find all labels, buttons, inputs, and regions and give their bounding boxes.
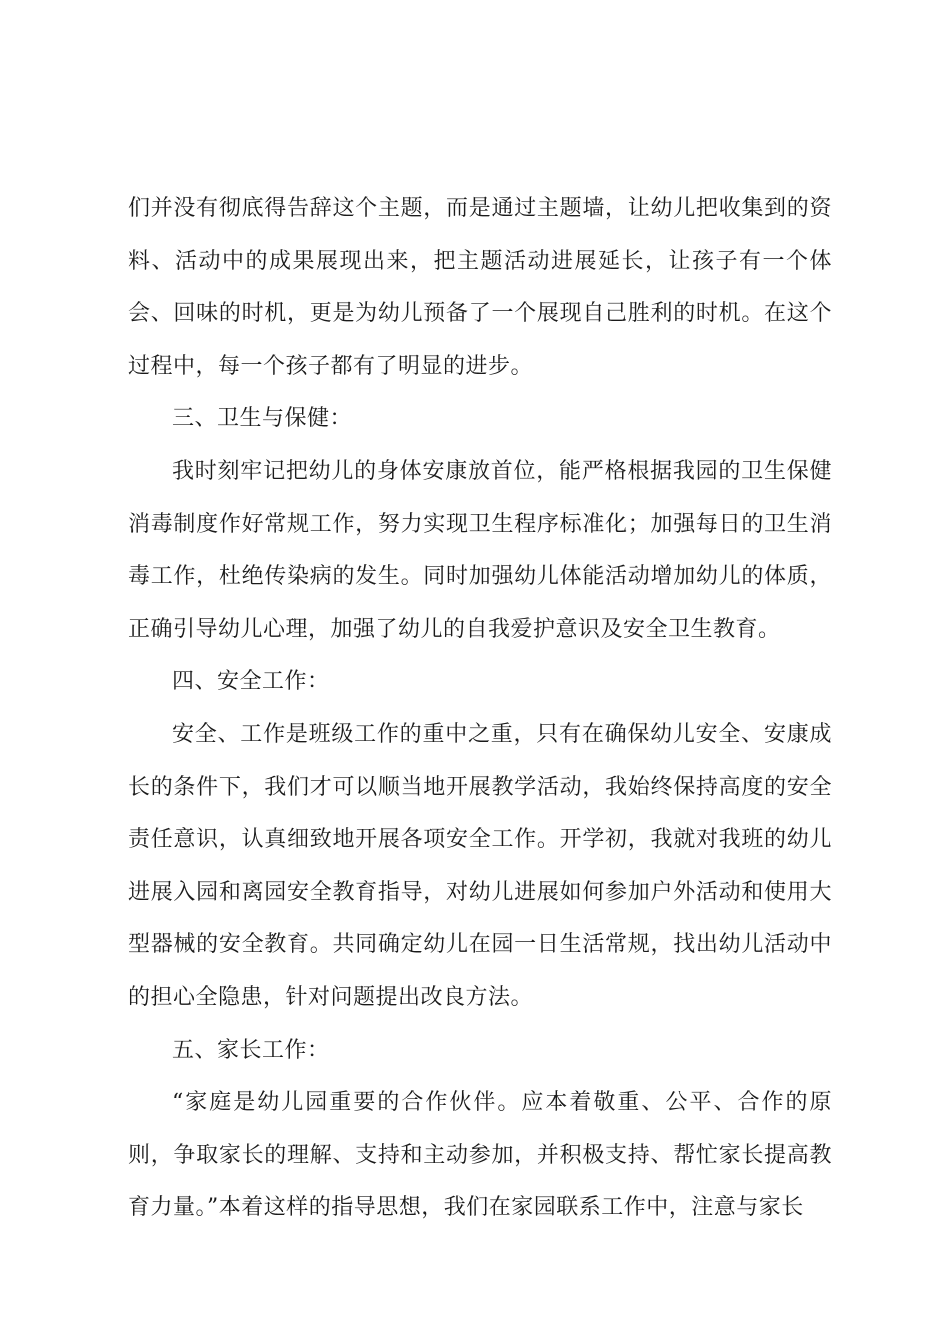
section-heading-parents: 五、家长工作： xyxy=(172,1037,330,1063)
section-heading-safety: 四、安全工作： xyxy=(172,669,330,695)
paragraph-safety: 安全、工作是班级工作的重中之重，只有在确保幼儿安全、安康成长的条件下，我们才可以顺当地开展教学活动，我始终保持高度的安全责任意识，认真细致地开展各项安全工作。开学初，我就对我班的幼儿进展入园和离园安全教育指导，对幼儿进展如何参加户外活动和使用大型器械的安全教育。共同确定幼儿在园一日生活常规，找出幼儿活动中的担心全隐患，针对问题提出改良方法。 xyxy=(128,721,832,1010)
paragraph-parents: “家庭是幼儿园重要的合作伙伴。应本着敬重、公平、合作的原则，争取家长的理解、支持和主动参加，并积极支持、帮忙家长提高教育力量。”本着这样的指导思想，我们在家园联系工作中，注意与家长 xyxy=(128,1090,832,1221)
paragraph-continuation: 们并没有彻底得告辞这个主题，而是通过主题墙，让幼儿把收集到的资料、活动中的成果展现出来，把主题活动进展延长，让孩子有一个体会、回味的时机，更是为幼儿预备了一个展现自己胜利的时机。在这个过程中，每一个孩子都有了明显的进步。 xyxy=(128,196,832,379)
document-body xyxy=(128,183,832,1235)
section-heading-hygiene: 三、卫生与保健： xyxy=(172,406,353,432)
paragraph-hygiene: 我时刻牢记把幼儿的身体安康放首位，能严格根据我园的卫生保健消毒制度作好常规工作，努力实现卫生程序标准化；加强每日的卫生消毒工作，杜绝传染病的发生。同时加强幼儿体能活动增加幼儿的体质，正确引导幼儿心理，加强了幼儿的自我爱护意识及安全卫生教育。 xyxy=(128,458,832,642)
